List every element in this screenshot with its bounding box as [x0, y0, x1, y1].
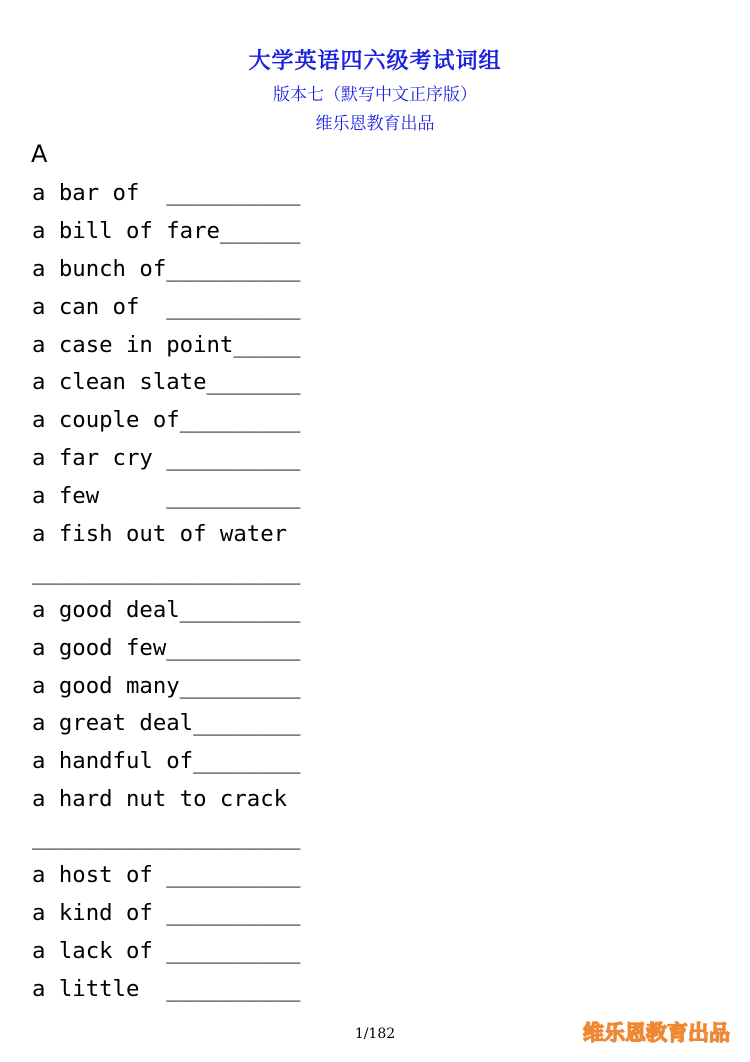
phrase-entry: a can of __________ — [32, 293, 301, 320]
publisher-line: 维乐恩教育出品 — [315, 114, 435, 134]
phrase-entry: a great deal________ — [32, 710, 301, 737]
document-subtitle: 版本七（默写中文正序版） — [273, 85, 477, 105]
phrase-entry: a bar of __________ — [32, 180, 301, 206]
phrase-entry: a couple of_________ — [32, 407, 301, 434]
document-title: 大学英语四六级考试词组 — [248, 49, 502, 74]
phrase-entry: a good many_________ — [32, 672, 301, 699]
answer-blank-line: ____________________ — [32, 558, 301, 585]
phrase-entry: a bill of fare______ — [32, 217, 301, 244]
phrase-entry: a fish out of water — [32, 521, 288, 548]
phrase-entry: a bunch of__________ — [32, 255, 301, 282]
section-letter: A — [31, 140, 48, 168]
phrase-entry: a far cry __________ — [32, 445, 301, 472]
phrase-entry: a kind of __________ — [32, 899, 301, 926]
phrase-entry: a good deal_________ — [32, 596, 301, 623]
phrase-entry: a few __________ — [32, 483, 301, 510]
publisher-watermark: 维乐恩教育出品 — [583, 1021, 730, 1045]
phrase-entry: a host of __________ — [32, 862, 301, 889]
page-number: 1/182 — [354, 1026, 396, 1042]
answer-blank-line: ____________________ — [32, 824, 301, 851]
phrase-entry: a little __________ — [32, 975, 301, 1002]
phrase-entry: a lack of __________ — [32, 937, 301, 964]
phrase-entry: a case in point_____ — [32, 331, 301, 358]
phrase-entry: a clean slate_______ — [32, 369, 301, 396]
phrase-entry: a hard nut to crack — [32, 786, 288, 813]
phrase-entry: a handful of________ — [32, 748, 301, 775]
phrase-list — [32, 175, 300, 1009]
phrase-entry: a good few__________ — [32, 634, 301, 661]
